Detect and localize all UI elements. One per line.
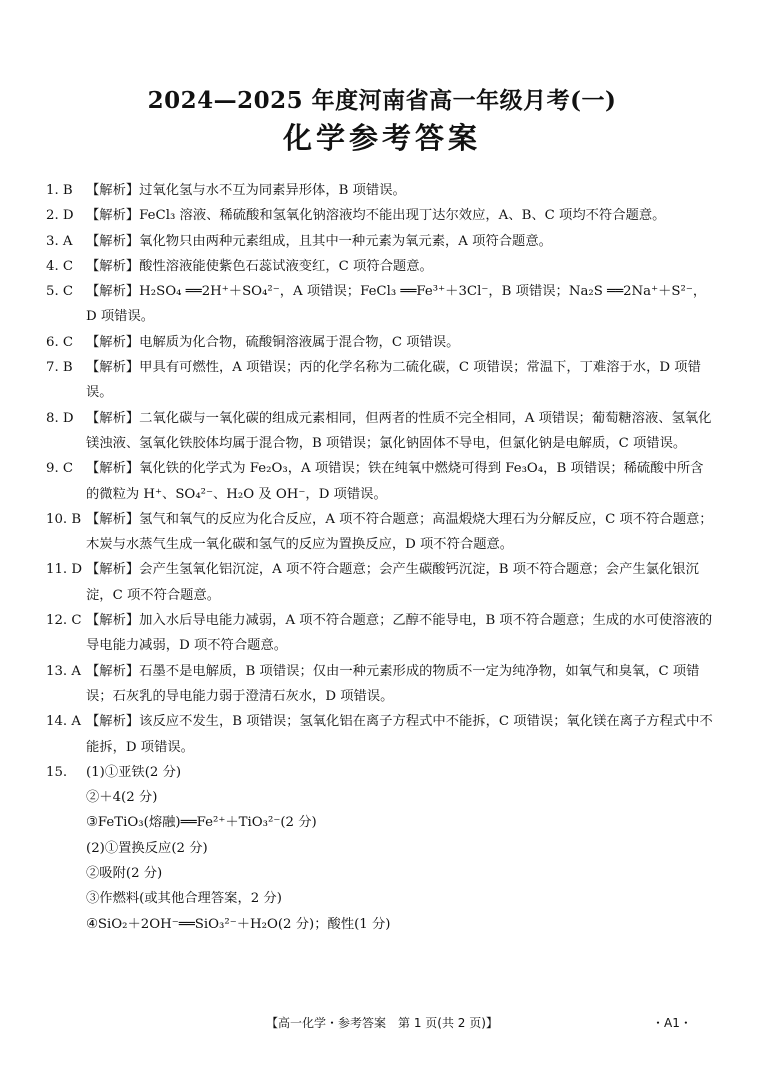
answer-item <box>46 406 716 457</box>
answer-number: 14. A <box>46 714 81 730</box>
answer-text: 【解析】FeCl₃ 溶液、稀硫酸和氢氧化钠溶液均不能出现丁达尔效应，A、B、C 项均不符合题意。 <box>86 208 666 224</box>
answer-text: 【解析】会产生氢氧化铝沉淀，A 项不符合题意；会产生碳酸钙沉淀，B 项不符合题意；会产生氯化银沉淀，C 项不符合题意。 <box>86 562 699 603</box>
answer-item <box>46 608 716 659</box>
answer-item <box>46 456 716 507</box>
page-title: 2024—2025 年度河南省高一年级月考(一) <box>147 87 617 114</box>
answer-item <box>46 330 716 355</box>
answer-subline: ②＋4(2 分) <box>86 790 158 806</box>
answer-text: 【解析】二氧化碳与一氧化碳的组成元素相同，但两者的性质不完全相同，A 项错误；葡萄糖溶液、氢氧化镁浊液、氢氧化铁胶体均属于混合物，B 项错误；氯化钠固体不导电，但氯化钠是电解质，C 项错误。 <box>86 410 712 451</box>
answer-text: 【解析】加入水后导电能力减弱，A 项不符合题意；乙醇不能导电，B 项不符合题意；生成的水可使溶液的导电能力减弱，D 项不符合题意。 <box>86 613 713 654</box>
answer-subline: (2)①置换反应(2 分) <box>86 840 208 856</box>
answer-number: 8. D <box>46 410 74 426</box>
answer-number: 13. A <box>46 663 81 679</box>
answer-number: 10. B <box>46 511 82 527</box>
answer-text: 【解析】甲具有可燃性，A 项错误；丙的化学名称为二硫化碳，C 项错误；常温下，丁难溶于水，D 项错误。 <box>86 360 701 401</box>
answer-item <box>46 229 716 254</box>
answer-item <box>46 203 716 228</box>
answer-subline: ③作燃料(或其他合理答案，2 分) <box>86 891 282 907</box>
answer-item <box>46 178 716 203</box>
answer-text: 【解析】过氧化氢与水不互为同素异形体，B 项错误。 <box>86 183 406 198</box>
answer-number: 2. D <box>46 208 74 224</box>
answer-list <box>46 178 716 937</box>
answer-number: 5. C <box>46 284 74 300</box>
answer-text: 【解析】氧化铁的化学式为 Fe₂O₃，A 项错误；铁在纯氧中燃烧可得到 Fe₃O₄，B 项错误；稀硫酸中所含的微粒为 H⁺、SO₄²⁻、H₂O 及 OH⁻，D 项错误。 <box>86 461 704 502</box>
answer-item <box>46 709 716 760</box>
answer-number: 1. B <box>46 183 73 198</box>
answer-item <box>46 659 716 710</box>
footer-code: ・A1・ <box>652 1016 692 1030</box>
answer-number: 7. B <box>46 360 73 376</box>
answer-subline: ③FeTiO₃(熔融)══Fe²⁺＋TiO₃²⁻(2 分) <box>86 815 317 831</box>
answer-number: 6. C <box>46 334 74 350</box>
footer-page-info: 【高一化学・参考答案 第 1 页(共 2 页)】 <box>266 1016 498 1030</box>
answer-text: 【解析】电解质为化合物，硫酸铜溶液属于混合物，C 项错误。 <box>86 334 460 350</box>
answer-text: 【解析】氢气和氧气的反应为化合反应，A 项不符合题意；高温煅烧大理石为分解反应，C 项不符合题意；木炭与水蒸气生成一氧化碳和氢气的反应为置换反应，D 项不符合题意。 <box>86 511 713 553</box>
answer-item <box>46 355 716 406</box>
answer-subline: ②吸附(2 分) <box>86 866 163 882</box>
answer-number: 4. C <box>46 258 74 274</box>
answer-text: 【解析】氧化物只由两种元素组成，且其中一种元素为氧元素，A 项符合题意。 <box>86 233 552 249</box>
answer-number: 12. C <box>46 613 82 629</box>
answer-subline: ④SiO₂＋2OH⁻══SiO₃²⁻＋H₂O(2 分)；酸性(1 分) <box>86 916 391 932</box>
answer-text: 【解析】H₂SO₄ ══2H⁺＋SO₄²⁻，A 项错误；FeCl₃ ══Fe³⁺＋3Cl⁻，B 项错误；Na₂S ══2Na⁺＋S²⁻，D 项错误。 <box>86 284 707 325</box>
answer-item <box>46 254 716 279</box>
answer-number: 3. A <box>46 233 73 249</box>
answer-number: 11. D <box>46 562 83 578</box>
answer-text: 【解析】酸性溶液能使紫色石蕊试液变红，C 项符合题意。 <box>86 258 433 274</box>
page-subtitle: 化学参考答案 <box>282 121 481 155</box>
answer-text: 【解析】石墨不是电解质，B 项错误；仅由一种元素形成的物质不一定为纯净物，如氧气和臭氧，C 项错误；石灰乳的导电能力弱于澄清石灰水，D 项错误。 <box>86 663 700 704</box>
answer-text: (1)①亚铁(2 分) <box>86 764 182 780</box>
answer-item <box>46 279 716 330</box>
answer-number: 9. C <box>46 461 74 477</box>
answer-item-15 <box>46 760 716 785</box>
answer-number: 15. <box>46 764 68 780</box>
answer-text: 【解析】该反应不发生，B 项错误；氢氧化铝在离子方程式中不能拆，C 项错误；氧化镁在离子方程式中不能拆，D 项错误。 <box>86 714 713 755</box>
answer-item <box>46 507 716 558</box>
answer-item <box>46 557 716 608</box>
